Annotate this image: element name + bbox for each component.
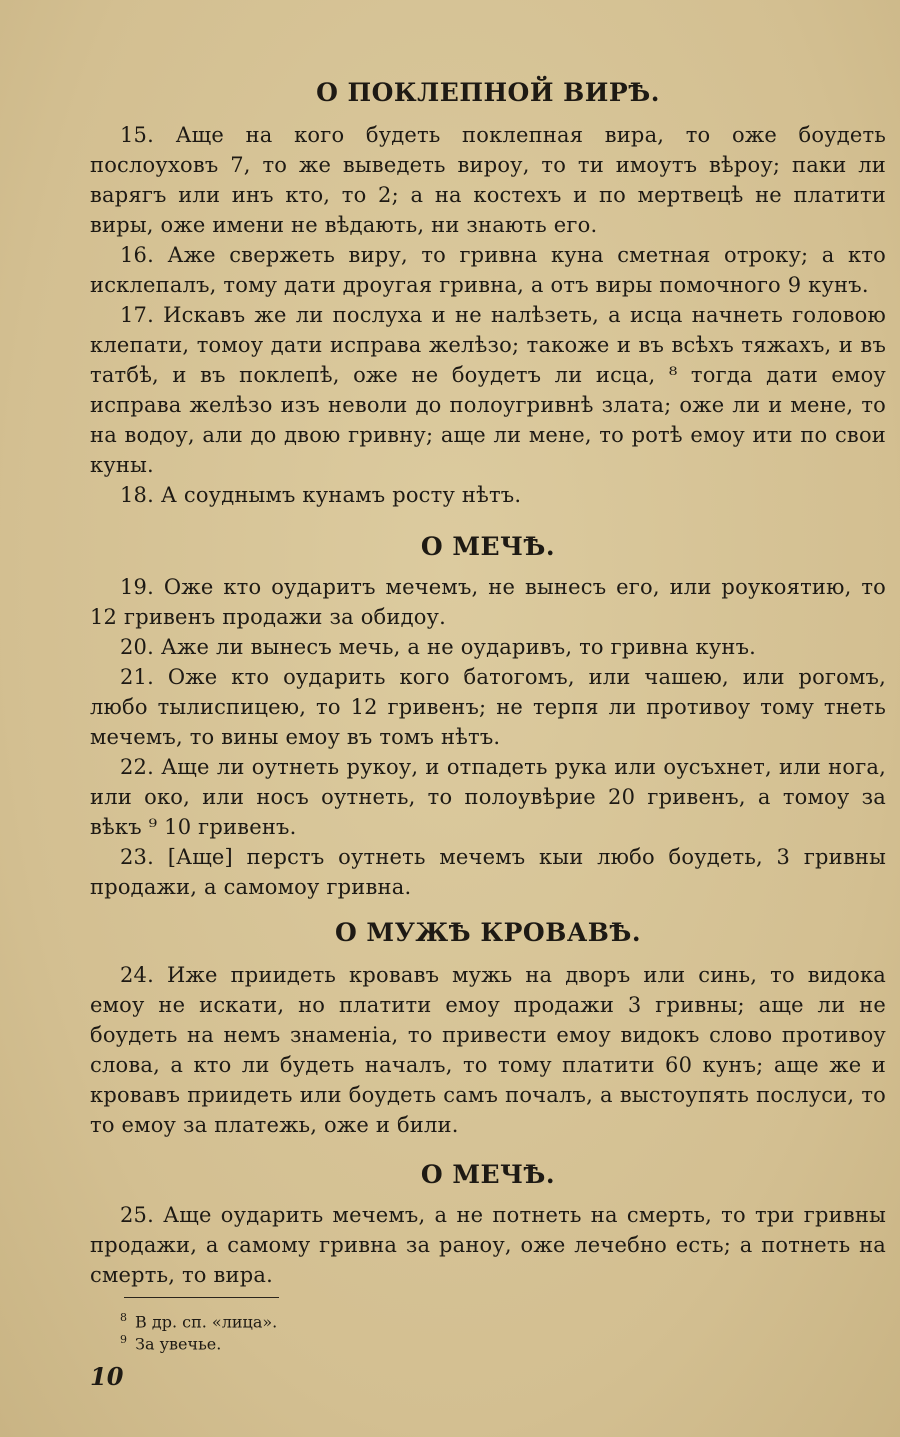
footnote [120, 1308, 277, 1332]
paragraph: 23. [Аще] перстъ оутнеть мечемъ кыи любо боудеть, 3 гривны продажи, а самомоу гривна. [90, 845, 886, 899]
paragraph: 17. Искавъ же ли послуха и не налѣзеть, а исца начнеть головою клепати, томоу дати исправа желѣзо; такоже и въ всѣхъ тяжахъ, и въ татбѣ, и въ поклепѣ, оже не боудетъ ли исца, ⁸ тогда дати емоу исправа желѣзо изъ неволи до полоугривнѣ злата; оже ли и мене, то на водоу, али до двою гривну; аще ли мене, то ротѣ емоу ити по свои куны. [90, 303, 886, 477]
paragraph: 21. Оже кто оударить кого батогомъ, или чашею, или рогомъ, любо тылиспицею, то 12 гривенъ; не терпя ли противоу тому тнеть мечемъ, то вины емоу въ томъ нѣтъ. [90, 665, 886, 749]
section-heading: О МУЖѢ КРОВАВѢ. [334, 918, 642, 947]
section-heading: О ПОКЛЕПНОЙ ВИРѢ. [316, 78, 660, 107]
section-meche-1 [90, 532, 886, 902]
paragraph: 20. Аже ли вынесъ мечь, а не оударивъ, то гривна кунъ. [120, 635, 757, 659]
footnote-text: За увечье. [135, 1334, 222, 1354]
footnote-mark: 8 [120, 1311, 127, 1324]
section-muzhe-krovave [90, 918, 886, 1140]
section-poklepnaya-vira [90, 78, 886, 510]
footnote-mark: 9 [120, 1333, 127, 1346]
footnote-text: В др. сп. «лица». [135, 1312, 278, 1332]
section-heading: О МЕЧѢ. [420, 1160, 556, 1189]
paragraph: 25. Аще оударить мечемъ, а не потнеть на смерть, то три гривны продажи, а самому гривна за раноу, оже лечебно есть; а потнеть на смерть, то вира. [90, 1203, 886, 1287]
section-heading: О МЕЧѢ. [420, 532, 556, 561]
paragraph: 19. Оже кто оударитъ мечемъ, не вынесъ его, или роукоятию, то 12 гривенъ продажи за обидоу. [90, 575, 886, 629]
footnote [120, 1330, 221, 1354]
paragraph: 24. Иже приидеть кровавъ мужь на дворъ или синь, то видока емоу не искати, но платити емоу продажи 3 гривны; аще ли не боудеть на немъ знаменіа, то привести емоу видокъ слово противоу слова, а кто ли будеть началъ, то тому платити 60 кунъ; аще же и кровавъ приидеть или боудеть самъ почалъ, а выстоупять послуси, то то емоу за платежь, оже и били. [90, 963, 886, 1137]
page-number: 10 [90, 1362, 124, 1391]
paragraph: 18. А соуднымъ кунамъ росту нѣтъ. [120, 483, 522, 507]
paragraph: 16. Аже свержеть виру, то гривна куна сметная отроку; а кто исклепалъ, тому дати дроугая гривна, а отъ виры помочного 9 кунъ. [90, 243, 886, 297]
footnote-divider [124, 1297, 279, 1298]
paragraph: 22. Аще ли оутнеть рукоу, и отпадеть рука или оусъхнет, или нога, или око, или носъ оутнеть, то полоувѣрие 20 гривенъ, а томоу за вѣкъ ⁹ 10 гривенъ. [90, 755, 886, 839]
section-meche-2 [90, 1160, 886, 1290]
paragraph: 15. Аще на кого будеть поклепная вира, то оже боудеть послоуховъ 7, то же выведеть вироу, то ти имоутъ вѣроу; паки ли варягъ или инъ кто, то 2; а на костехъ и по мертвецѣ не платити виры, оже имени не вѣдають, ни знають его. [90, 123, 886, 237]
